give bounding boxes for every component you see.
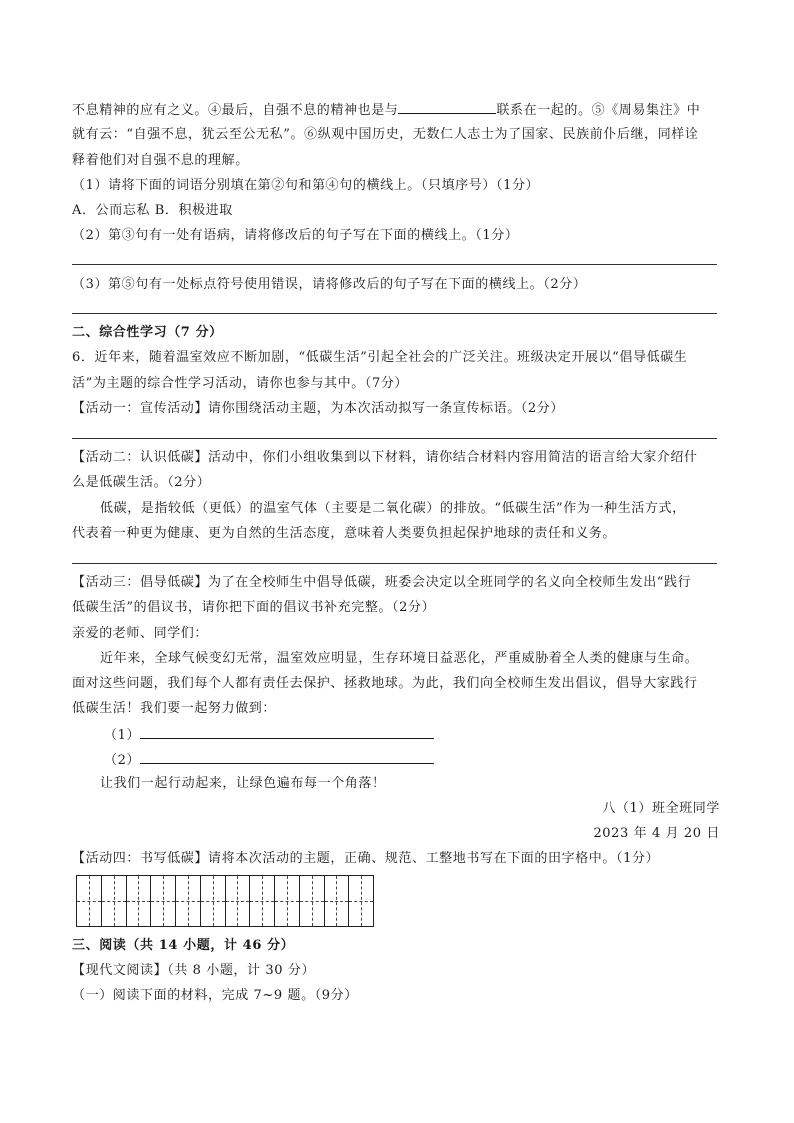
section-heading: 二、综合性学习（7 分） [72,325,223,340]
answer-line[interactable] [72,313,717,314]
question-intro: 6．近年来，随着温室效应不断加剧，“低碳生活”引起全社会的广泛关注。班级决定开展以“倡导低碳生 [72,350,688,365]
answer-blank[interactable] [140,750,434,764]
question-intro: 活”为主题的综合性学习活动，请你也参与其中。（7分） [72,376,409,391]
grid-cell[interactable] [325,876,350,926]
answer-line[interactable] [72,438,717,439]
subsection-heading: 【现代文阅读】（共 8 小题，计 30 分） [72,963,316,978]
letter-closing: 让我们一起行动起来，让绿色遍布每一个角落！ [100,776,386,791]
activity-4: 【活动四：书写低碳】请将本次活动的主题，正确、规范、工整地书写在下面的田字格中。（1分） [72,851,660,866]
text-line: 就有云：“自强不息，犹云至公无私”。⑥纵观中国历史，无数仁人志士为了国家、民族前仆后继，同样诠 [72,127,699,142]
letter-greeting: 亲爱的老师、同学们： [72,626,209,641]
grid-cell[interactable] [77,876,102,926]
answer-line[interactable] [72,264,717,265]
question-2: （2）第③句有一处有语病，请将修改后的句子写在下面的横线上。（1分） [72,228,519,243]
grid-cell[interactable] [176,876,201,926]
material-text: 代表着一种更为健康、更为自然的生活态度，意味着人类要负担起保护地球的责任和义务。 [72,526,617,541]
answer-blank[interactable] [140,725,434,739]
letter-signature: 八（1）班全班同学 [602,801,720,816]
activity-2: 【活动二：认识低碳】活动中，你们小组收集到以下材料，请你结合材料内容用简洁的语言给大家介绍什 [72,450,698,465]
grid-cell[interactable] [201,876,226,926]
grid-cell[interactable] [226,876,251,926]
letter-body: 近年来，全球气候变幻无常，温室效应明显，生存环境日益恶化，严重威胁着全人类的健康与生命。 [100,651,699,666]
text-segment: 不息精神的应有之义。④最后，自强不息的精神也是与 [72,103,399,118]
item-label: （2） [104,753,141,768]
material-text: 低碳，是指较低（更低）的温室气体（主要是二氧化碳）的排放。“低碳生活”作为一种生活方式， [100,501,686,516]
answer-blank[interactable] [398,100,496,114]
activity-2: 么是低碳生活。（2分） [72,475,211,490]
grid-cell[interactable] [151,876,176,926]
letter-item [104,750,434,770]
grid-cell[interactable] [127,876,152,926]
grid-cell[interactable] [102,876,127,926]
grid-cell[interactable] [275,876,300,926]
question-1-options: A．公而忘私 B．积极进取 [72,203,233,218]
answer-line[interactable] [72,563,717,564]
letter-body: 面对这些问题，我们每个人都有责任去保护、拯救地球。为此，我们向全校师生发出倡议，倡导大家践行 [72,676,698,691]
question-3: （3）第⑤句有一处标点符号使用错误，请将修改后的句子写在下面的横线上。（2分） [72,277,587,292]
section-heading: 三、阅读（共 14 小题，计 46 分） [72,938,295,953]
question-1: （1）请将下面的词语分别填在第②句和第④句的横线上。（只填序号）（1分） [72,178,540,193]
grid-cell[interactable] [250,876,275,926]
letter-date: 2023 年 4 月 20 日 [593,826,720,841]
text-line [72,100,700,120]
activity-3: 低碳生活”的倡议书，请你把下面的倡议书补充完整。（2分） [72,600,436,615]
letter-body: 低碳生活！我们要一起努力做到： [72,701,277,716]
grid-cell[interactable] [349,876,373,926]
activity-1: 【活动一：宣传活动】请你围绕活动主题，为本次活动拟写一条宣传标语。（2分） [72,401,564,416]
activity-3: 【活动三：倡导低碳】为了在全校师生中倡导低碳，班委会决定以全班同学的名义向全校师生发出“践行 [72,575,692,590]
tianzige-grid[interactable] [76,875,374,927]
part-heading: （一）阅读下面的材料，完成 7~9 题。（9分） [72,988,358,1003]
letter-item [104,725,434,745]
grid-cell[interactable] [300,876,325,926]
item-label: （1） [104,728,141,743]
text-line: 释着他们对自强不息的理解。 [72,153,249,168]
text-segment: 联系在一起的。⑤《周易集注》中 [496,103,701,118]
